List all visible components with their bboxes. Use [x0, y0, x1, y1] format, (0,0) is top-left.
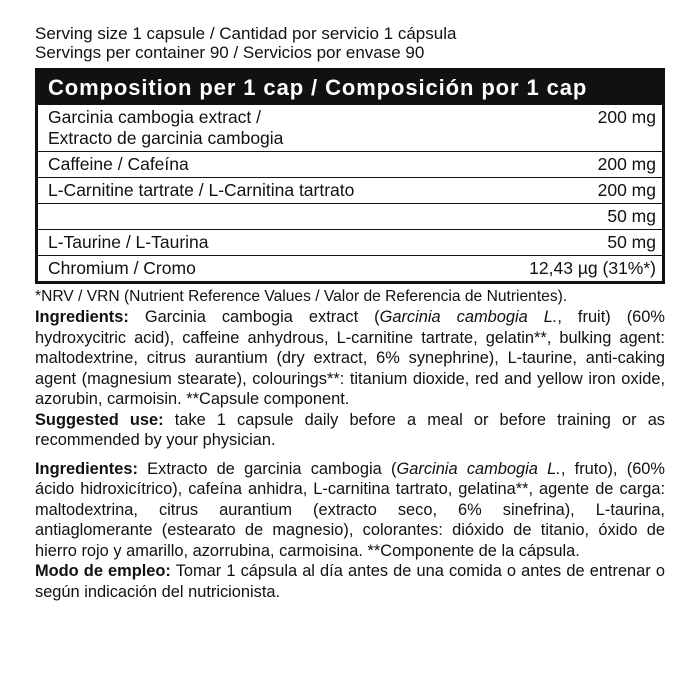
- ingredient-name: Chromium / Cromo: [48, 258, 196, 278]
- ingredient-amount: 200 mg: [597, 180, 656, 200]
- serving-size-line: Serving size 1 capsule / Cantidad por servicio 1 cápsula: [35, 24, 457, 43]
- ingredient-name: Garcinia cambogia extract /: [48, 107, 262, 127]
- ingredientes-label: Ingredientes:: [35, 459, 138, 478]
- composition-table-header: Composition per 1 cap / Composición por 1 cap: [38, 71, 662, 105]
- nrv-footnote: *NRV / VRN (Nutrient Reference Values / Valor de Referencia de Nutrientes).: [35, 288, 568, 305]
- supplement-label: [35, 24, 665, 602]
- table-row: [38, 177, 662, 203]
- ingredients-english: Ingredients: Garcinia cambogia extract (Garcinia cambogia L., fruit) (60% hydroxycitric acid), caffeine anhydrous, L-carnitine tartrate, gelatin**, bulking agent: maltodextrine, citrus aurantium (dry extract, 6% synephrine), L-taurine, anti-caking agent (magnesium stearate), colourings**: titanium dioxide, red and yellow iron oxide, azorubin, carmoisin. **Capsule component.: [35, 308, 665, 408]
- ingredient-name: L-Taurine / L-Taurina: [48, 232, 209, 252]
- serving-info: [35, 24, 665, 62]
- suggested-use-english: Suggested use: take 1 capsule daily before a meal or before training or as recommended by your physician.: [35, 410, 665, 449]
- ingredient-amount: 200 mg: [597, 154, 656, 174]
- ingredient-name: L-Carnitine tartrate / L-Carnitina tartrato: [48, 180, 355, 200]
- ingredient-amount: 12,43 µg (31%*): [529, 258, 656, 278]
- table-row: [38, 203, 662, 229]
- composition-table: [35, 68, 665, 284]
- table-row: [38, 255, 662, 281]
- modo-de-empleo-label: Modo de empleo:: [35, 562, 171, 580]
- table-row: [38, 151, 662, 177]
- ingredient-name-spanish: Extracto de garcinia cambogia: [48, 128, 284, 148]
- table-row: [38, 229, 662, 255]
- ingredients-label: Ingredients:: [35, 308, 129, 326]
- servings-per-container-line: Servings per container 90 / Servicios por envase 90: [35, 43, 425, 62]
- modo-de-empleo-spanish: Modo de empleo: Tomar 1 cápsula al día antes de una comida o antes de entrenar o según indicación del nutricionista.: [35, 562, 665, 601]
- species-name: Garcinia cambogia L.: [379, 308, 558, 326]
- ingredient-name: Caffeine / Cafeína: [48, 154, 189, 174]
- suggested-use-label: Suggested use:: [35, 410, 164, 429]
- ingredient-amount: 50 mg: [607, 206, 656, 226]
- table-row: [38, 105, 662, 151]
- ingredient-amount: 50 mg: [607, 232, 656, 252]
- ingredients-spanish: Ingredientes: Extracto de garcinia cambogia (Garcinia cambogia L., fruto), (60% ácido hidroxicítrico), cafeína anhidra, L-carnitina tartrato, gelatina**, agente de carga: maltodextrina, citrus aurantium (extracto seco, 6% sinefrina), L-taurina, antiaglomerante (estearato de magnesio), colorantes: dióxido de titanio, óxido de hierro rojo y amarillo, azorrubina, carmoisina. **Componente de la cápsula.: [35, 459, 665, 560]
- ingredient-amount: 200 mg: [597, 107, 656, 127]
- species-name-spanish: Garcinia cambogia L.: [396, 459, 561, 478]
